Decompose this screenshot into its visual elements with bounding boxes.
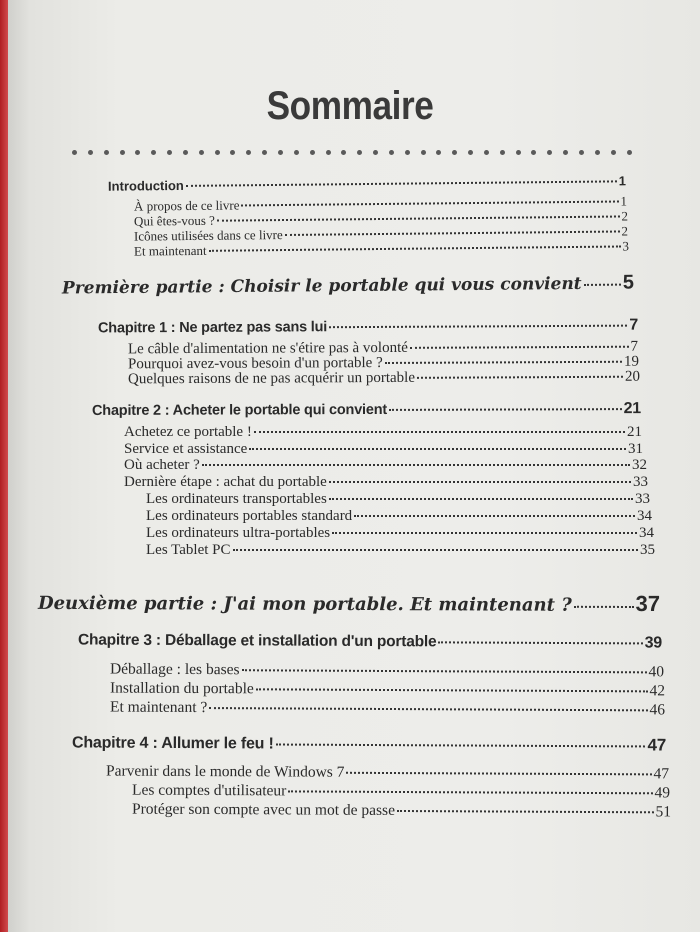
toc-chapter: Chapitre 2 : Acheter le portable qui convient 21 <box>91 400 642 419</box>
toc-section: Qui êtes-vous ? 2 <box>133 208 629 229</box>
toc-section: Où acheter ? 32 <box>124 457 647 473</box>
toc-part: Deuxième partie : J'ai mon portable. Et maintenant ? 37 <box>37 591 661 617</box>
toc-section: Icônes utilisées dans ce livre 2 <box>133 223 629 244</box>
toc-chapter: Chapitre 4 : Allumer le feu ! 47 <box>71 734 667 755</box>
toc-subsection: Les ordinateurs transportables 33 <box>146 491 650 507</box>
toc-introduction: Introduction 1 <box>107 173 627 194</box>
toc-section: Et maintenant 3 <box>133 238 630 259</box>
toc-chapter: Chapitre 1 : Ne partez pas sans lui 7 <box>97 316 639 337</box>
toc-section: Et maintenant ? 46 <box>109 698 666 719</box>
toc-section: Pourquoi avez-vous besoin d'un portable ? 19 <box>127 353 640 373</box>
page-title: Sommaire <box>266 84 434 128</box>
toc-section: Le câble d'alimentation ne s'étire pas à volonté 7 <box>127 338 639 358</box>
toc-section: Parvenir dans le monde de Windows 7 47 <box>105 762 670 783</box>
toc-subsection: Les Tablet PC 35 <box>146 542 655 558</box>
toc-subsection: Les comptes d'utilisateur 49 <box>131 781 671 802</box>
toc-subsection: Protéger son compte avec un mot de passe 51 <box>131 800 672 821</box>
toc-section: Déballage : les bases 40 <box>109 660 665 681</box>
toc-section: Installation du portable 42 <box>109 679 666 700</box>
toc-section: Dernière étape : achat du portable 33 <box>124 474 648 490</box>
toc-part: Première partie : Choisir le portable qui vous convient 5 <box>61 271 635 299</box>
toc-section: Achetez ce portable ! 21 <box>124 424 642 440</box>
toc-subsection: Les ordinateurs portables standard 34 <box>146 508 652 524</box>
toc-subsection: Les ordinateurs ultra-portables 34 <box>146 525 654 541</box>
toc-section: Service et assistance 31 <box>124 441 643 457</box>
dotted-separator <box>72 150 632 162</box>
toc-chapter: Chapitre 3 : Déballage et installation d'un portable 39 <box>77 631 663 652</box>
toc-section: À propos de ce livre 1 <box>133 193 628 214</box>
toc-section: Quelques raisons de ne pas acquérir un portable 20 <box>127 368 641 388</box>
